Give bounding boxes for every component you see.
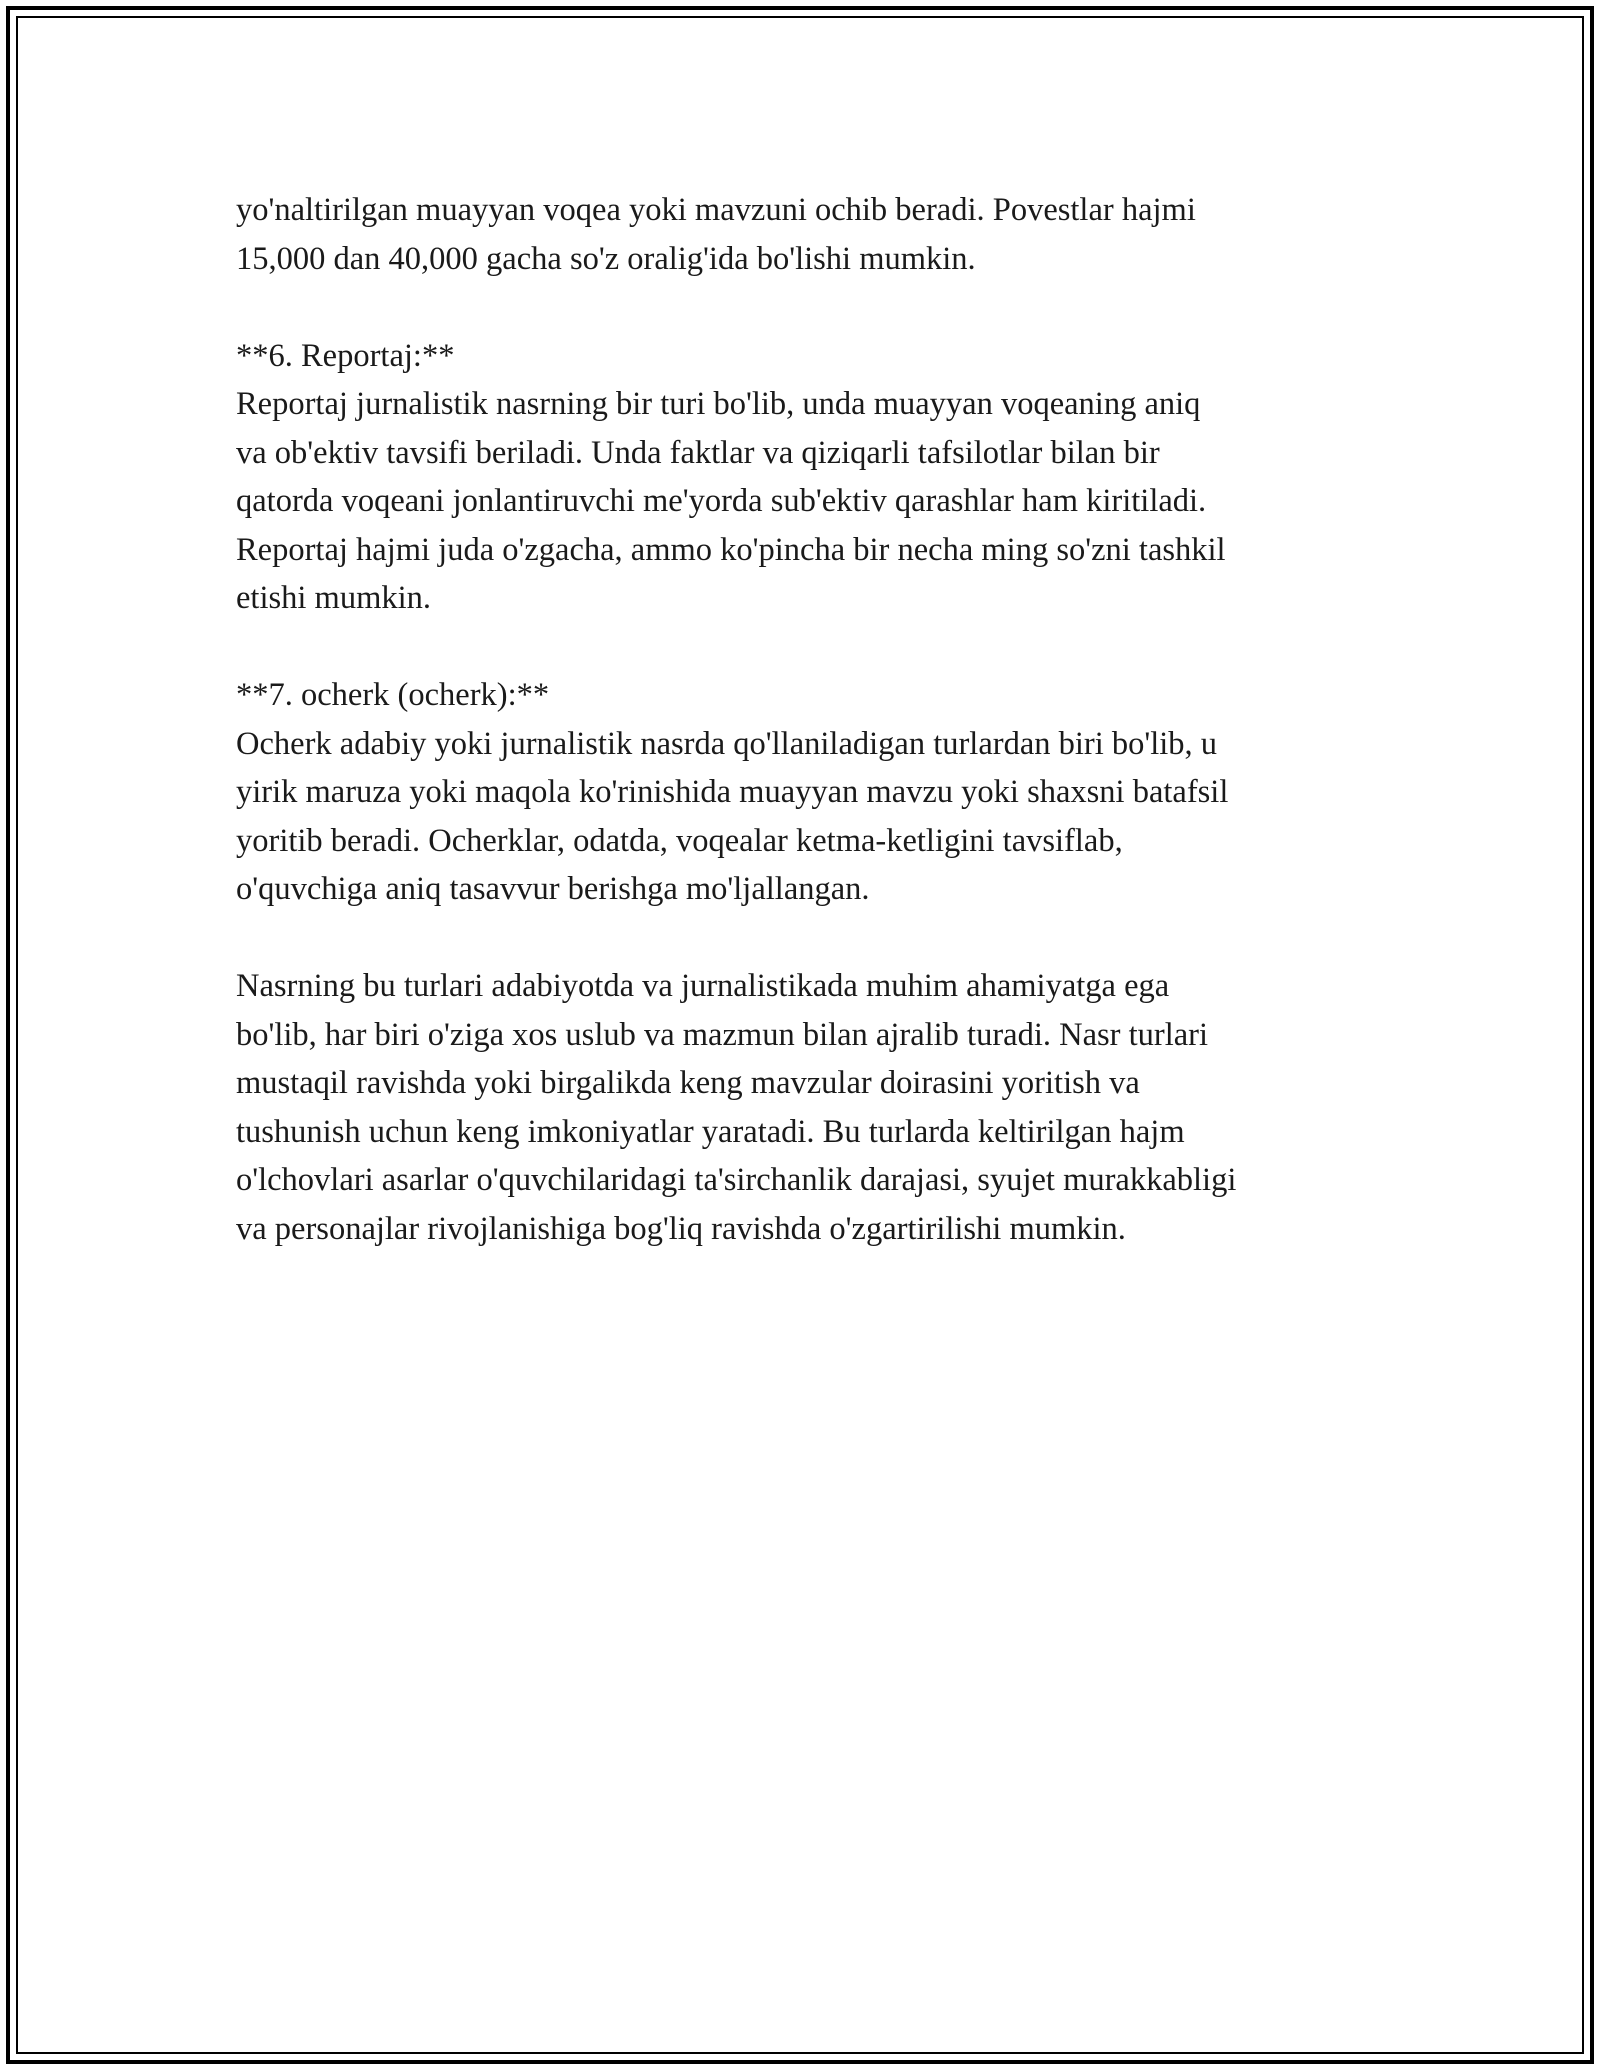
section-reportaj [236, 332, 1396, 623]
text-line: mustaqil ravishda yoki birgalikda keng mavzular doirasini yoritish va [236, 1065, 1140, 1101]
text-line: bo'lib, har biri o'ziga xos uslub va mazmun bilan ajralib turadi. Nasr turlari [236, 1016, 1209, 1053]
text-line: yirik maruza yoki maqola ko'rinishida muayyan mavzu yoki shaxsni batafsil [236, 774, 1229, 810]
text-line: yoritib beradi. Ocherklar, odatda, voqealar ketma-ketligini tavsiflab, [236, 822, 1123, 859]
section-heading-reportaj: **6. Reportaj:** [236, 337, 455, 374]
paragraph-conclusion [236, 962, 1396, 1253]
text-line: Reportaj jurnalistik nasrning bir turi bo'lib, unda muayyan voqeaning aniq [236, 386, 1201, 422]
text-line: Reportaj hajmi juda o'zgacha, ammo ko'pincha bir necha ming so'zni tashkil [236, 531, 1226, 568]
text-line: o'lchovlari asarlar o'quvchilaridagi ta'sirchanlik darajasi, syujet murakkabligi [236, 1162, 1237, 1198]
section-heading-ocherk: **7. ocherk (ocherk):** [236, 677, 550, 713]
text-line: etishi mumkin. [236, 580, 431, 616]
text-line: va ob'ektiv tavsifi beriladi. Unda faktlar va qiziqarli tafsilotlar bilan bir [236, 434, 1160, 471]
text-line: Ocherk adabiy yoki jurnalistik nasrda qo'llaniladigan turlardan biri bo'lib, u [236, 725, 1218, 762]
section-ocherk [236, 671, 1396, 914]
text-line: tushunish uchun keng imkoniyatlar yaratadi. Bu turlarda keltirilgan hajm [236, 1113, 1185, 1150]
text-line: qatorda voqeani jonlantiruvchi me'yorda sub'ektiv qarashlar ham kiritiladi. [236, 483, 1207, 519]
text-line: 15,000 dan 40,000 gacha so'z oralig'ida bo'lishi mumkin. [236, 240, 976, 277]
text-line: o'quvchiga aniq tasavvur berishga mo'ljallangan. [236, 871, 870, 907]
paragraph-povest-continuation [236, 186, 1396, 283]
text-line: va personajlar rivojlanishiga bog'liq ravishda o'zgartirilishi mumkin. [236, 1210, 1126, 1247]
text-line: yo'naltirilgan muayyan voqea yoki mavzuni ochib beradi. Povestlar hajmi [236, 192, 1196, 228]
text-line: Nasrning bu turlari adabiyotda va jurnalistikada muhim ahamiyatga ega [236, 968, 1170, 1004]
document-body [236, 186, 1396, 1302]
